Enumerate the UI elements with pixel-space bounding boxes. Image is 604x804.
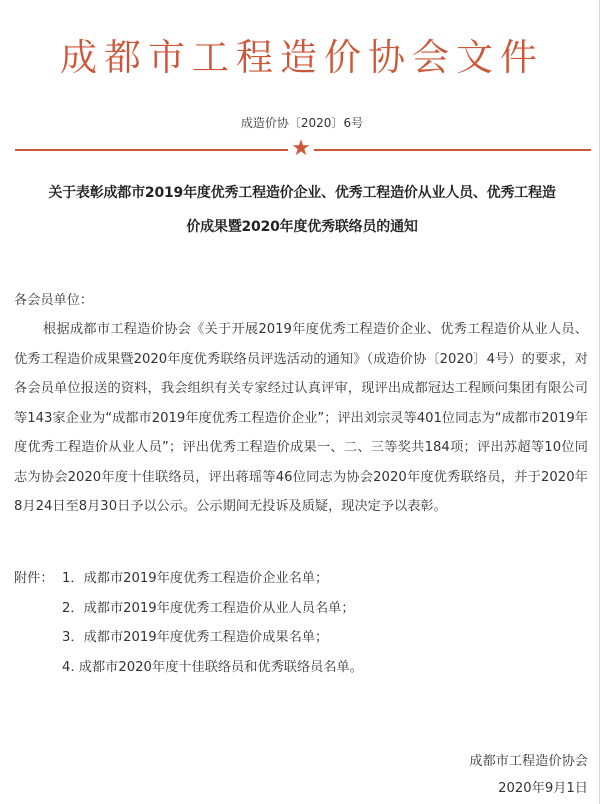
signature-organization: 成都市工程造价协会 xyxy=(469,754,588,769)
attachment-text: 4. 成都市2020年度十佳联络员和优秀联络员名单。 xyxy=(62,659,363,675)
attachment-item xyxy=(14,623,363,653)
attachments-label: 附件： xyxy=(14,571,54,586)
attachment-item xyxy=(14,594,363,624)
star-icon: ★ xyxy=(291,136,311,161)
red-divider xyxy=(15,136,591,161)
divider-line-right xyxy=(314,149,591,151)
attachment-item xyxy=(14,653,363,683)
attachment-item xyxy=(14,564,363,594)
title-line-1: 关于表彰成都市2019年度优秀工程造价企业、优秀工程造价从业人员、优秀工程造 xyxy=(48,185,556,201)
signature-block xyxy=(469,748,588,802)
attachment-text: 2．成都市2019年度优秀工程造价从业人员名单； xyxy=(62,600,355,616)
signature-date: 2020年9月1日 xyxy=(498,781,588,796)
document-number: 成造价协〔2020〕6号 xyxy=(240,116,364,130)
salutation: 各会员单位： xyxy=(14,293,94,308)
divider-line-left xyxy=(15,149,288,151)
body-paragraph: 根据成都市工程造价协会《关于开展2019年度优秀工程造价企业、优秀工程造价从业人员、优秀工程造价成果暨2020年度优秀联络员评选活动的通知》（成造价协〔2020〕4号）的要求，对各会员单位报送的资料，我会组织有关专家经过认真评审，现评出成都冠达工程顾问集团有限公司等143家企业为“成都市2019年度优秀工程造价企业”；评出刘宗灵等401位同志为“成都市2019年度优秀工程造价从业人员”；评出优秀工程造价成果一、二、三等奖共184项；评出苏超等10位同志为协会2020年度十佳联络员，评出蒋瑶等46位同志为协会2020年度优秀联络员，并于2020年8月24日至8月30日予以公示。公示期间无投诉及质疑，现决定予以表彰。 xyxy=(14,322,588,514)
notice-title xyxy=(8,176,596,244)
attachment-text: 1．成都市2019年度优秀工程造价企业名单； xyxy=(62,571,329,586)
attachment-text: 3．成都市2019年度优秀工程造价成果名单； xyxy=(62,630,329,645)
document-masthead: 成都市工程造价协会文件 xyxy=(60,36,544,79)
title-line-2: 价成果暨2020年度优秀联络员的通知 xyxy=(186,219,418,235)
attachments-list xyxy=(14,564,363,682)
